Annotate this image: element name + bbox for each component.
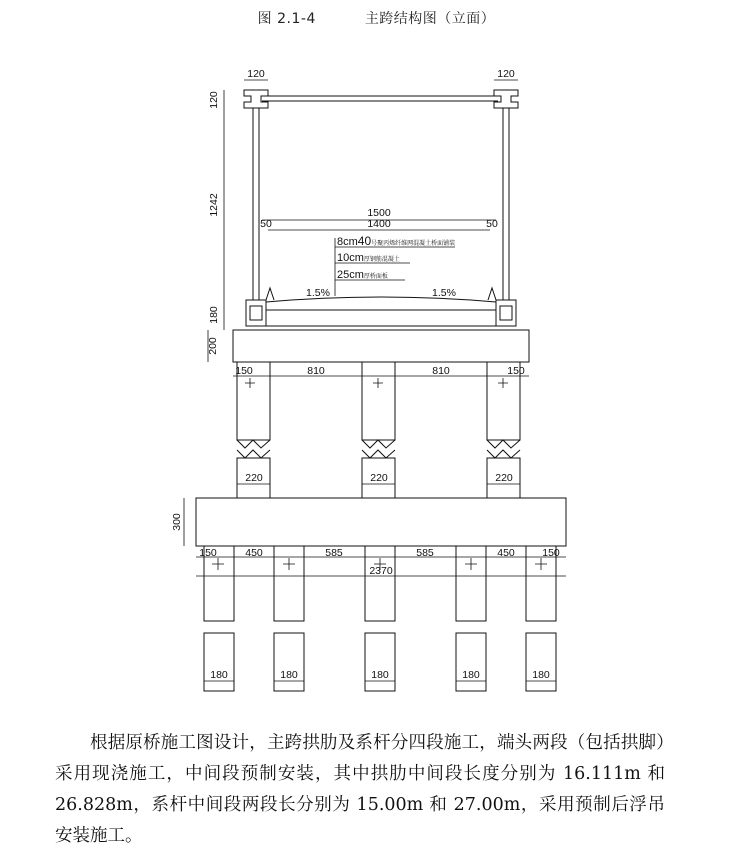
dim-pile-180-a: 180: [210, 669, 228, 681]
dim-left-200: 200: [207, 337, 219, 355]
dim-pile-total: 2370: [369, 565, 393, 577]
dim-pile-450-left: 450: [245, 547, 263, 559]
pile-cap: [196, 498, 566, 546]
dim-left-120: 120: [208, 91, 220, 109]
dim-col-150-right: 150: [507, 365, 525, 377]
layer-note-2: 10cm厚钢筋混凝土: [337, 252, 400, 264]
dim-left-300: 300: [171, 513, 183, 531]
dim-left-180: 180: [208, 306, 220, 324]
dim-pile-585-right: 585: [416, 547, 434, 559]
dim-col-810-left: 810: [307, 365, 325, 377]
dim-left-1242: 1242: [208, 193, 220, 217]
dim-pile-180-e: 180: [532, 669, 550, 681]
column-mid: [362, 362, 395, 440]
dim-deck-1400: 1400: [367, 218, 391, 230]
cap-beam: [233, 330, 529, 362]
right-tie-box: [496, 300, 516, 326]
left-rib-section: [244, 90, 268, 108]
slope-right: 1.5%: [432, 287, 456, 299]
dim-pile-180-c: 180: [371, 669, 389, 681]
dim-col-150-left: 150: [235, 365, 253, 377]
dim-pile-180-b: 180: [280, 669, 298, 681]
dim-col-220-c: 220: [495, 472, 513, 484]
dim-top-right-120: 120: [497, 68, 515, 80]
slope-left: 1.5%: [306, 287, 330, 299]
dim-pile-150-right: 150: [542, 547, 560, 559]
dim-col-220-a: 220: [245, 472, 263, 484]
deck-top-curve: [266, 297, 496, 302]
left-tie-box: [246, 300, 266, 326]
right-rib-section: [494, 90, 518, 108]
dim-col-220-b: 220: [370, 472, 388, 484]
dim-deck-1500: 1500: [367, 207, 391, 219]
dim-pile-180-d: 180: [462, 669, 480, 681]
dim-deck-50-right: 50: [486, 218, 498, 230]
figure-title: 主跨结构图（立面）: [364, 11, 496, 27]
layer-note-1: 8cm40号聚丙烯纤维网混凝土桥面铺装: [337, 234, 456, 248]
figure-number: 图 2.1-4: [257, 11, 316, 27]
body-paragraph: 根据原桥施工图设计，主跨拱肋及系杆分四段施工，端头两段（包括拱脚）采用现浇施工，中间段预制安装，其中拱肋中间段长度分别为 16.111m 和 26.828m，系杆中间段两段长分别为 15.00m 和 27.00m，采用预制后浮吊安装施工。: [55, 733, 665, 846]
dim-deck-50-left: 50: [260, 218, 272, 230]
dim-pile-150-left: 150: [199, 547, 217, 559]
dim-top-left-120: 120: [247, 68, 265, 80]
dim-pile-450-right: 450: [497, 547, 515, 559]
dim-col-810-right: 810: [432, 365, 450, 377]
layer-note-3: 25cm厚桥面板: [337, 269, 388, 281]
dim-pile-585-left: 585: [325, 547, 343, 559]
